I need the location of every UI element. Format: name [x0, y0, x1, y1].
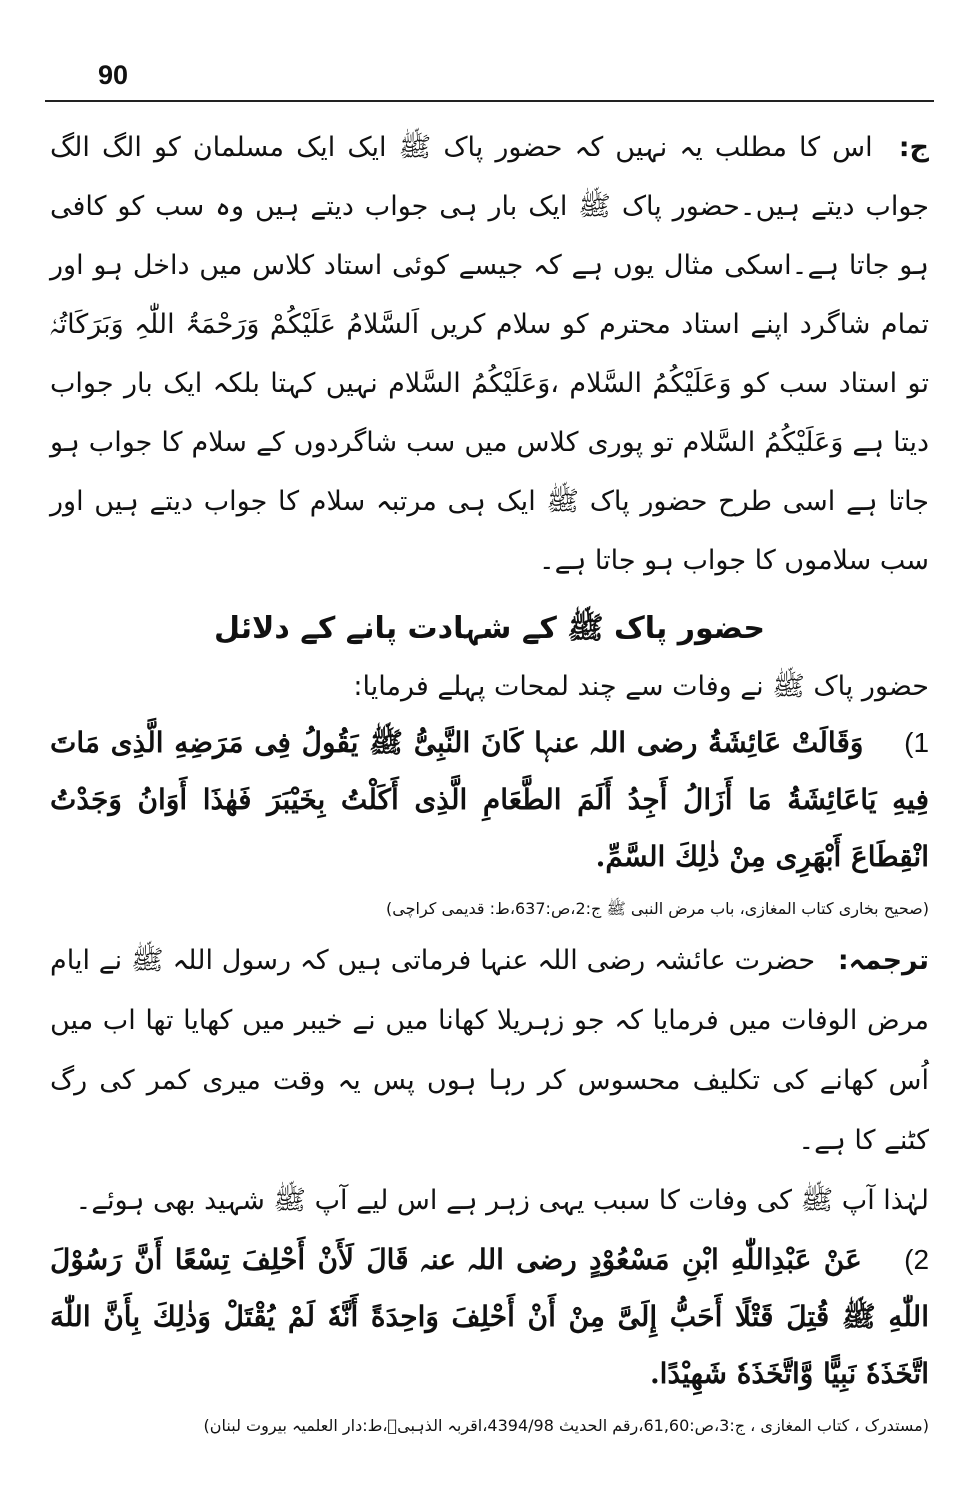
- hadith-1-text: وَقَالَتْ عَائِشَةُ رضی اللہ عنہا كَانَ النَّبِیُّ ﷺ يَقُولُ فِی مَرَضِهِ الَّذِی مَاتَ فِيهِ يَاعَائِشَةُ مَا أَزَالُ أَجِدُ أَلَمَ الطَّعَامِ الَّذِی أَكَلْتُ بِخَيْبَرَ فَهٰذَا أَوَانُ وَجَدْتُ انْقِطَاعَ أَبْهَرِی مِنْ ذٰلِكَ السَّمِّ.: [50, 726, 929, 873]
- translation-paragraph: [50, 931, 929, 1171]
- translation-label: ترجمہ:: [837, 945, 929, 976]
- hadith-2: [50, 1231, 929, 1402]
- conclusion-line: لہٰذا آپ ﷺ کی وفات کا سبب یہی زہر ہے اس لیے آپ ﷺ شہید بھی ہوئے۔: [75, 1185, 929, 1216]
- page-number: 90: [98, 60, 129, 90]
- answer-text: اس کا مطلب یہ نہیں کہ حضور پاک ﷺ ایک ایک مسلمان کو الگ الگ جواب دیتے ہیں۔حضور پاک ﷺ ایک بار ہی جواب دیتے ہیں وہ سب کو کافی ہو جاتا ہے۔اسکی مثال یوں ہے کہ جیسے کوئی استاد کلاس میں داخل ہو اور تمام شاگرد اپنے استاد محترم کو سلام کریں اَلسَّلامُ عَلَیْکُمْ وَرَحْمَۃُ اللّٰہِ وَبَرَکَاتُہٗ تو استاد سب کو وَعَلَیْکُمُ السَّلام ،وَعَلَیْکُمُ السَّلام نہیں کہتا بلکہ ایک بار جواب دیتا ہے وَعَلَیْکُمُ السَّلام تو پوری کلاس میں سب شاگردوں کے سلام کا جواب ہو جاتا ہے اسی طرح حضور پاک ﷺ ایک ہی مرتبہ سلام کا جواب دیتے ہیں اور سب سلاموں کا جواب ہو جاتا ہے۔: [50, 132, 929, 576]
- hadith-1-reference: (صحیح بخاری کتاب المغازی، باب مرض النبی ﷺ ج:2،ص:637،ط: قدیمی کراچی): [386, 899, 929, 918]
- section-heading: حضور پاک ﷺ کے شہادت پانے کے دلائل: [214, 611, 765, 646]
- page-body: [50, 118, 929, 1448]
- hadith-1: [50, 714, 929, 885]
- intro-line: حضور پاک ﷺ نے وفات سے چند لمحات پہلے فرمایا:: [353, 671, 929, 702]
- hadith-2-reference: (مستدرک ، کتاب المغازی ، ج:3،ص:61,60،رقم الحدیث 4394/98،اقربہ الذہبیؒ،ط:دار العلمیہ بیروت لبنان): [203, 1416, 929, 1435]
- hadith-2-number: 2): [904, 1244, 930, 1275]
- answer-label: ج:: [898, 132, 929, 163]
- answer-paragraph: [50, 118, 929, 590]
- hadith-2-text: عَنْ عَبْدِاللّٰهِ ابْنِ مَسْعُوْدٍ رضی اللہ عنہ قَالَ لَأَنْ أَحْلِفَ تِسْعًا أَنَّ رَسُوْلَ اللّٰهِ ﷺ قُتِلَ قَتْلًا أَحَبُّ إِلَیَّ مِنْ أَنْ أَحْلِفَ وَاحِدَةً أَنَّهٗ لَمْ يُقْتَلْ وَذٰلِكَ بِأَنَّ اللّٰهَ اتَّخَذَهٗ نَبِيًّا وَّاتَّخَذَهٗ شَهِيْدًا.: [50, 1243, 929, 1390]
- hadith-1-number: 1): [904, 727, 930, 758]
- translation-text: حضرت عائشہ رضی اللہ عنہا فرماتی ہیں کہ رسول اللہ ﷺ نے ایام مرض الوفات میں فرمایا کہ جو زہریلا کھانا میں نے خیبر میں کھایا تھا اب میں اُس کھانے کی تکلیف محسوس کر رہا ہوں پس یہ وقت میری کمر کی رگ کٹنے کا ہے۔: [50, 945, 929, 1156]
- header-rule: [45, 100, 934, 102]
